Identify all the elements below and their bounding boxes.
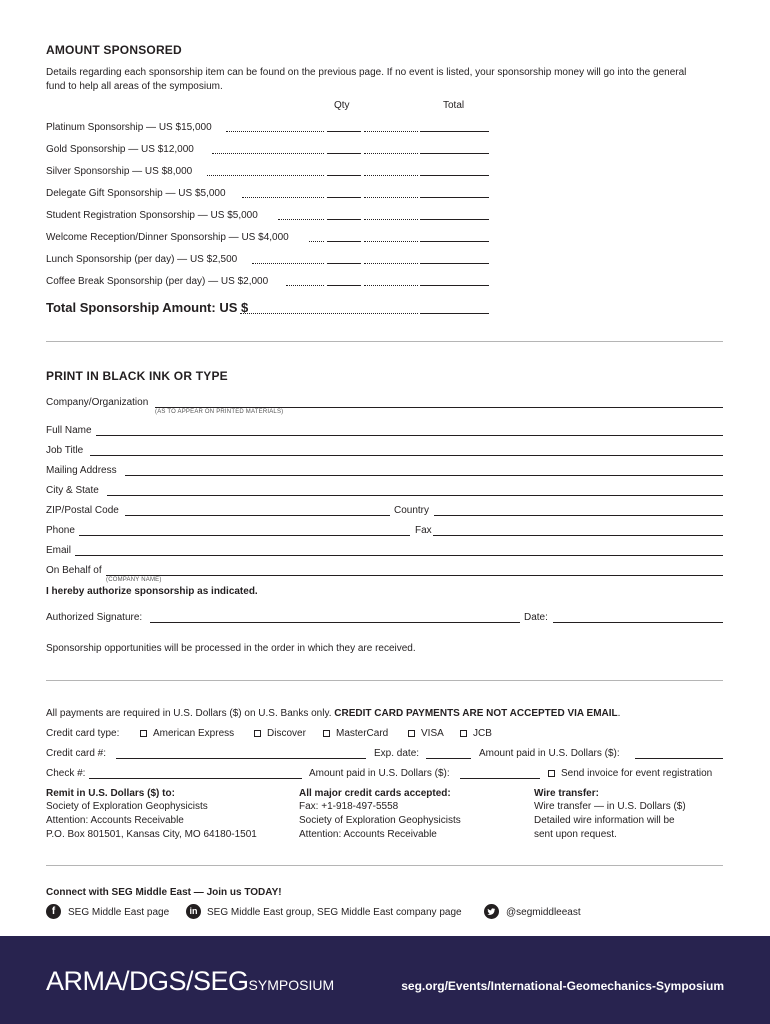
contact-section-heading: PRINT IN BLACK INK OR TYPE [46,369,228,383]
fax-label: Fax [415,525,432,536]
mailing-address-label: Mailing Address [46,465,117,476]
leader-dots [364,263,418,264]
cards-accepted-line: Society of Exploration Geophysicists [299,815,461,826]
sponsorship-item-welcome-reception: Welcome Reception/Dinner Sponsorship — US $4,000 [46,232,289,243]
exp-date-field[interactable] [426,758,471,759]
qty-field-lunch[interactable] [327,263,361,264]
job-title-label: Job Title [46,445,84,456]
qty-field-delegate-gift[interactable] [327,197,361,198]
leader-dots [278,219,324,220]
on-behalf-label: On Behalf of [46,565,102,576]
wire-transfer-line: Wire transfer — in U.S. Dollars ($) [534,801,686,812]
phone-field[interactable] [79,535,410,536]
city-state-label: City & State [46,485,99,496]
leader-dots [207,175,324,176]
leader-dots [226,131,324,132]
check-number-label: Check #: [46,768,86,779]
leader-dots [212,153,324,154]
section-divider [46,341,723,342]
card-type-label: Credit card type: [46,728,120,739]
intro-text-line1: Details regarding each sponsorship item can be found on the previous page. If no event is listed, your sponsorship money will go into the general [46,67,687,78]
sponsorship-item-lunch: Lunch Sponsorship (per day) — US $2,500 [46,254,238,265]
section-divider [46,865,723,866]
checkbox[interactable] [408,730,415,737]
fax-field[interactable] [433,535,723,536]
remit-title: Remit in U.S. Dollars ($) to: [46,788,175,799]
card-number-field[interactable] [116,758,366,759]
sponsorship-item-silver: Silver Sponsorship — US $8,000 [46,166,193,177]
footer-url[interactable]: seg.org/Events/International-Geomechanics-Symposium [401,979,724,993]
leader-dots [240,313,418,314]
check-amount-field[interactable] [460,778,540,779]
country-field[interactable] [434,515,723,516]
payment-intro-end: . [617,708,621,719]
leader-dots [364,241,418,242]
total-field-gold[interactable] [420,153,489,154]
exp-date-label: Exp. date: [374,748,420,759]
authorize-statement: I hereby authorize sponsorship as indicated. [46,586,258,597]
leader-dots [364,153,418,154]
wire-transfer-title: Wire transfer: [534,788,599,799]
section-divider [46,680,723,681]
total-sponsorship-label: Total Sponsorship Amount: US $ [46,300,249,315]
card-option-label: MasterCard [336,728,389,739]
full-name-field[interactable] [96,435,723,436]
leader-dots [364,131,418,132]
mailing-address-field[interactable] [125,475,723,476]
company-label: Company/Organization [46,397,149,408]
sponsorship-item-platinum: Platinum Sponsorship — US $15,000 [46,122,212,133]
leader-dots [242,197,324,198]
social-heading: Connect with SEG Middle East — Join us TODAY! [46,887,282,898]
checkbox[interactable] [460,730,467,737]
qty-field-silver[interactable] [327,175,361,176]
zip-label: ZIP/Postal Code [46,505,119,516]
total-field-platinum[interactable] [420,131,489,132]
full-name-label: Full Name [46,425,92,436]
order-note: Sponsorship opportunities will be processed in the order in which they are received. [46,643,416,654]
leader-dots [364,285,418,286]
linkedin-icon[interactable]: in [186,904,201,919]
checkbox[interactable] [140,730,147,737]
qty-field-welcome-reception[interactable] [327,241,361,242]
logo-main-text: ARMA/DGS/SEG [46,966,249,996]
card-option-label: Discover [267,728,306,739]
twitter-icon[interactable] [484,904,499,919]
amount-paid-label: Amount paid in U.S. Dollars ($): [479,748,620,759]
cards-accepted-line: Fax: +1-918-497-5558 [299,801,399,812]
country-label: Country [394,505,430,516]
email-field[interactable] [75,555,723,556]
total-field-student-registration[interactable] [420,219,489,220]
sponsorship-item-student-registration: Student Registration Sponsorship — US $5,000 [46,210,258,221]
card-option-label: JCB [473,728,492,739]
wire-transfer-line: Detailed wire information will be [534,815,675,826]
total-field-silver[interactable] [420,175,489,176]
email-label: Email [46,545,72,556]
send-invoice-label: Send invoice for event registration [561,768,713,779]
card-option-label: American Express [153,728,235,739]
total-column-header: Total [443,100,465,111]
amount-paid-field[interactable] [635,758,723,759]
job-title-field[interactable] [90,455,723,456]
leader-dots [364,219,418,220]
wire-transfer-line: sent upon request. [534,829,617,840]
amount-sponsored-heading: AMOUNT SPONSORED [46,43,182,57]
facebook-icon[interactable]: f [46,904,61,919]
qty-field-coffee-break[interactable] [327,285,361,286]
zip-field[interactable] [125,515,390,516]
remit-line: P.O. Box 801501, Kansas City, MO 64180-1501 [46,829,257,840]
date-field[interactable] [553,622,723,623]
qty-field-platinum[interactable] [327,131,361,132]
linkedin-link[interactable]: SEG Middle East group, SEG Middle East company page [207,907,462,918]
remit-line: Attention: Accounts Receivable [46,815,184,826]
on-behalf-note: (COMPANY NAME) [106,577,162,583]
twitter-bird-icon [484,904,499,919]
facebook-link[interactable]: SEG Middle East page [68,907,170,918]
qty-column-header: Qty [334,100,350,111]
check-amount-label: Amount paid in U.S. Dollars ($): [309,768,450,779]
send-invoice-option[interactable] [548,768,712,779]
leader-dots [286,285,324,286]
total-field-lunch[interactable] [420,263,489,264]
cards-accepted-title: All major credit cards accepted: [299,788,451,799]
card-option-discover[interactable] [254,728,306,739]
symposium-logo [46,966,334,997]
sponsorship-item-gold: Gold Sponsorship — US $12,000 [46,144,194,155]
on-behalf-field[interactable] [106,575,723,576]
total-field-delegate-gift[interactable] [420,197,489,198]
twitter-link[interactable]: @segmiddleeast [506,907,581,918]
signature-field[interactable] [150,622,520,623]
leader-dots [364,197,418,198]
checkbox[interactable] [254,730,261,737]
total-sponsorship-field[interactable] [420,313,489,314]
payment-intro-plain: All payments are required in U.S. Dollars ($) on U.S. Banks only. [46,708,332,719]
signature-label: Authorized Signature: [46,612,143,623]
phone-label: Phone [46,525,75,536]
leader-dots [364,175,418,176]
total-field-coffee-break[interactable] [420,285,489,286]
checkbox[interactable] [548,770,555,777]
leader-dots [252,263,324,264]
qty-field-gold[interactable] [327,153,361,154]
card-option-amex[interactable] [140,728,234,739]
card-option-visa[interactable] [408,728,444,739]
card-option-jcb[interactable] [460,728,492,739]
company-field[interactable] [155,407,723,408]
total-field-welcome-reception[interactable] [420,241,489,242]
card-option-label: VISA [421,728,444,739]
leader-dots [309,241,324,242]
company-note: (AS TO APPEAR ON PRINTED MATERIALS) [155,409,284,415]
intro-text-line2: fund to help all areas of the symposium. [46,81,223,92]
cards-accepted-line: Attention: Accounts Receivable [299,829,437,840]
sponsorship-item-coffee-break: Coffee Break Sponsorship (per day) — US $2,000 [46,276,269,287]
card-number-label: Credit card #: [46,748,107,759]
payment-intro-warning: CREDIT CARD PAYMENTS ARE NOT ACCEPTED VIA EMAIL [334,708,618,719]
card-option-mastercard[interactable] [323,728,388,739]
logo-sub-text: SYMPOSIUM [248,977,335,993]
sponsorship-item-delegate-gift: Delegate Gift Sponsorship — US $5,000 [46,188,226,199]
remit-line: Society of Exploration Geophysicists [46,801,208,812]
qty-field-student-registration[interactable] [327,219,361,220]
city-state-field[interactable] [107,495,723,496]
check-number-field[interactable] [89,778,302,779]
checkbox[interactable] [323,730,330,737]
date-label: Date: [524,612,548,623]
payment-intro [46,708,620,719]
